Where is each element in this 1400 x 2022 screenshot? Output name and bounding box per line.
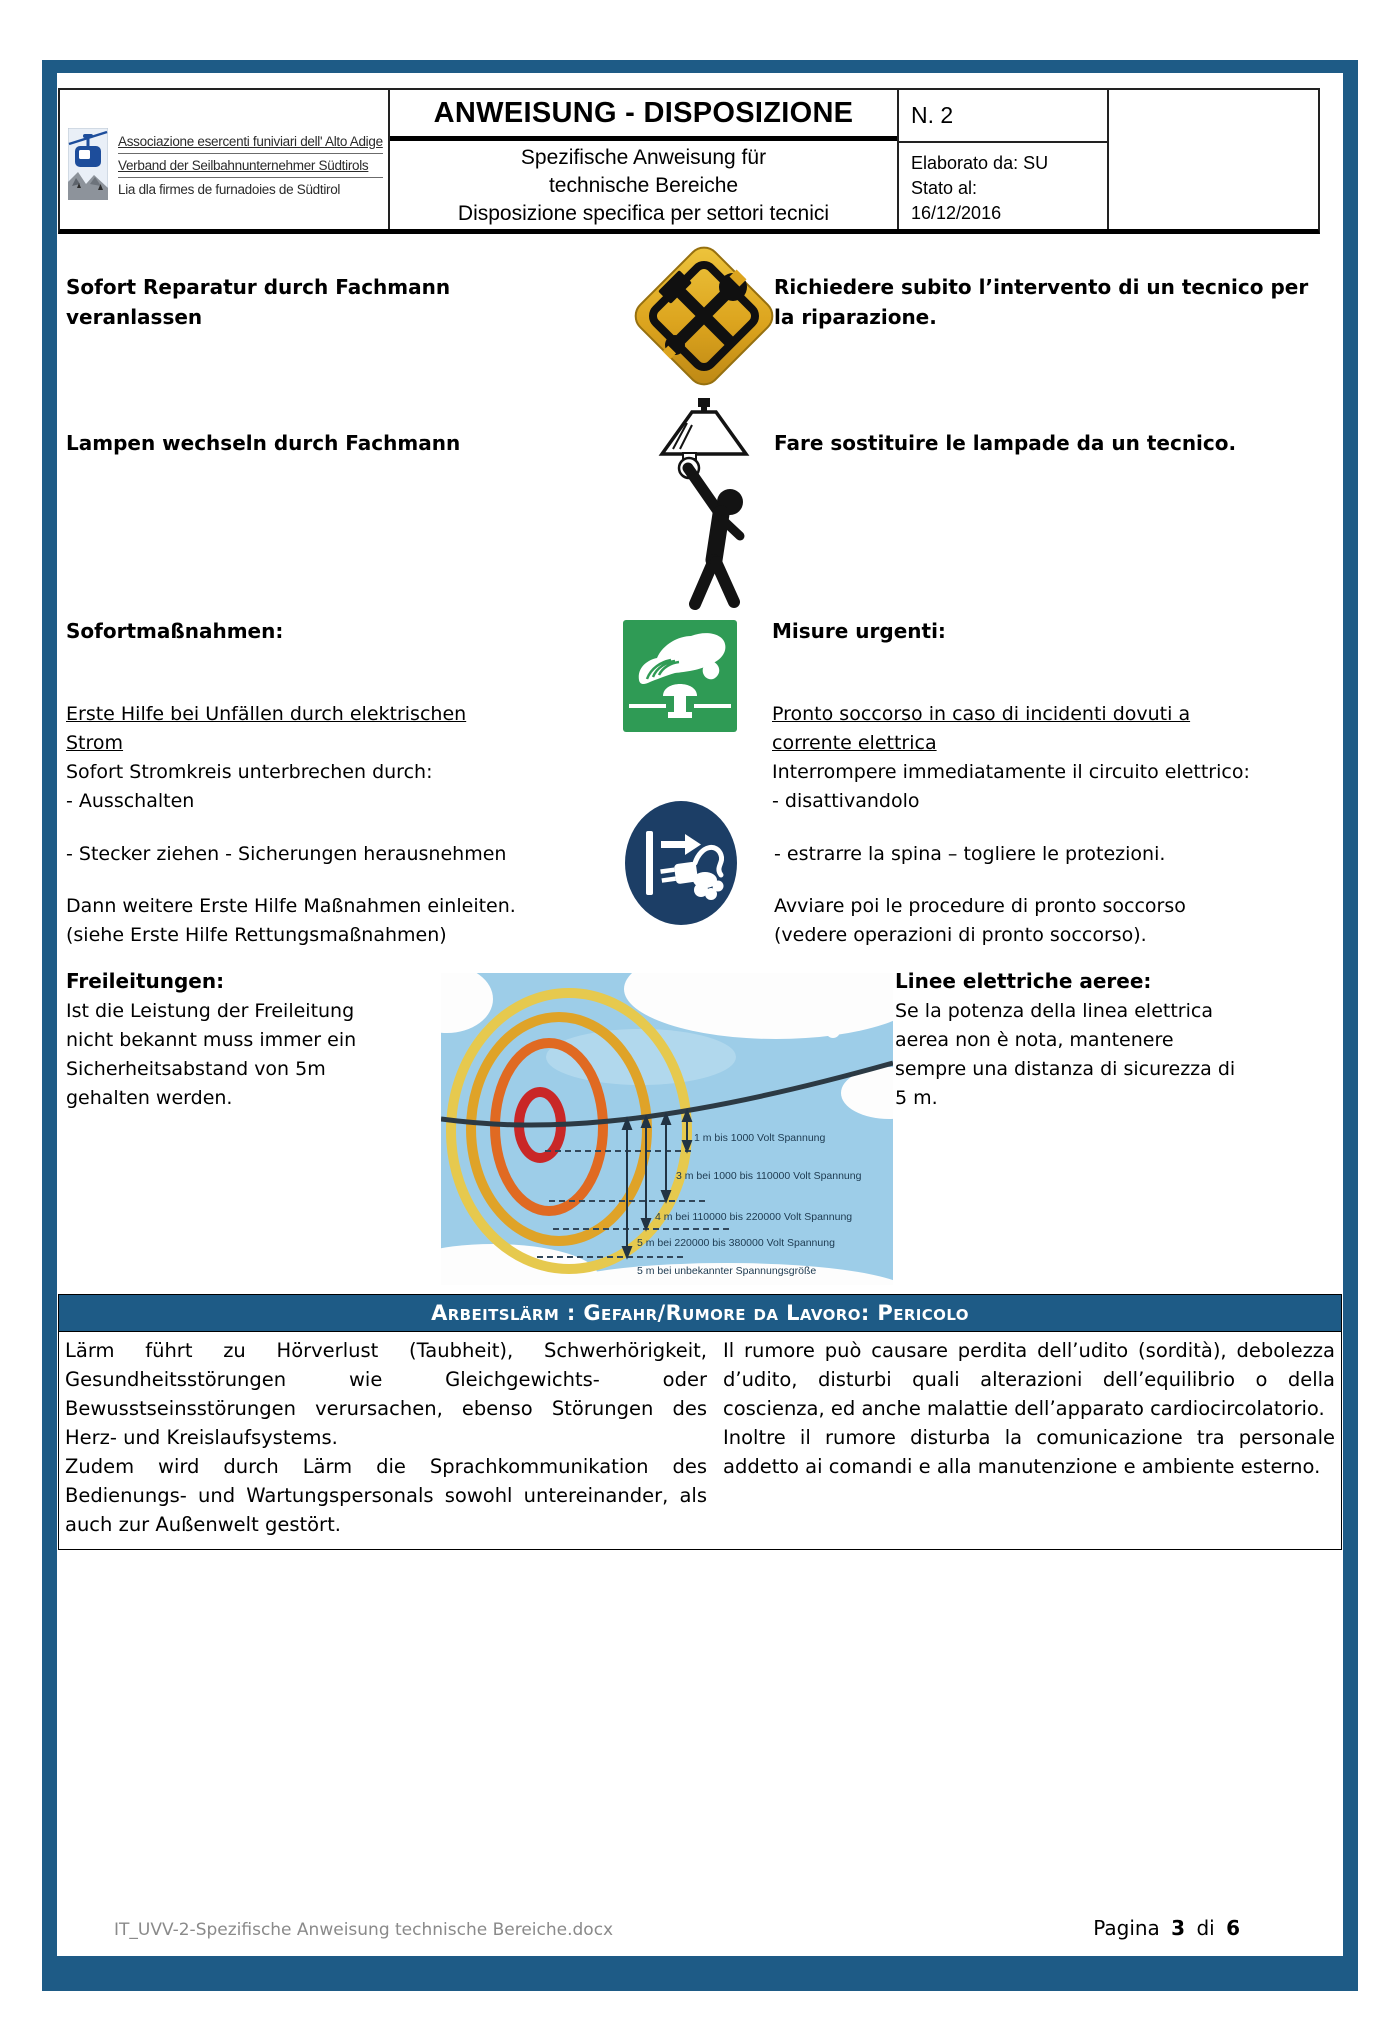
further-aid-de-line1: Dann weitere Erste Hilfe Maßnahmen einleiten. [66, 895, 516, 917]
further-aid-it-line1: Avviare poi le procedure di pronto soccorso [774, 895, 1186, 917]
subtitle-line-2: technische Bereiche [548, 174, 739, 197]
noise-text-de [65, 1336, 707, 1545]
noise-section-banner: Arbeitslärm : Gefahr/Rumore da Lavoro: Pericolo [58, 1294, 1342, 1332]
powerlines-title-it: Linee elettriche aeree: [895, 969, 1152, 993]
document-subtitle [390, 141, 897, 228]
noise-section-body [58, 1332, 1342, 1550]
further-aid-de [66, 892, 666, 950]
repair-text-it: Richiedere subito l’intervento di un tecnico per la riparazione. [774, 275, 1309, 329]
powerlines-text-it: Se la potenza della linea elettrica aerea non è nota, mantenere sempre una distanza di sicurezza di 5 m. [895, 1000, 1236, 1109]
measures-it-line1: Interrompere immediatamente il circuito elettrico: [772, 761, 1250, 783]
org-line-ladin: Lia dla firmes de furnadoies de Südtirol [118, 182, 341, 197]
measures-block-de [66, 700, 626, 816]
repair-text-de: Sofort Reparatur durch Fachmann veranlassen [66, 275, 451, 329]
page-word: Pagina [1093, 1916, 1160, 1940]
noise-text-it [723, 1336, 1335, 1545]
measures-it-line2: - disattivandolo [772, 790, 920, 812]
voltage-label-1: 1 m bis 1000 Volt Spannung [694, 1132, 826, 1144]
org-line-italian: Associazione esercenti funiviari dell' Alto Adige [118, 130, 383, 154]
first-aid-heading-de: Erste Hilfe bei Unfällen durch elektrischen Strom [66, 703, 467, 754]
voltage-label-3: 4 m bei 110000 bis 220000 Volt Spannung [655, 1211, 853, 1223]
page-frame-left [42, 60, 57, 1991]
first-aid-heading-it: Pronto soccorso in caso di incidenti dovuti a corrente elettrica [772, 703, 1191, 754]
subtitle-line-3: Disposizione specifica per settori tecnici [457, 202, 830, 225]
cable-car-logo-icon [68, 128, 108, 200]
powerlines-title-de: Freileitungen: [66, 969, 225, 993]
page-total: 6 [1226, 1916, 1240, 1940]
noise-de-paragraph-2: Zudem wird durch Lärm die Sprachkommunikation des Bedienungs- und Wartungspersonals sowohl untereinander, als auch zur Außenwelt gestört. [65, 1454, 707, 1536]
powerlines-text-de: Ist die Leistung der Freileitung nicht bekannt muss immer ein Sicherheitsabstand von 5m gehalten werden. [66, 1000, 357, 1109]
elaborated-by: Elaborato da: SU [911, 153, 1049, 173]
footer-page-indicator [960, 1916, 1240, 1940]
of-word: di [1196, 1916, 1215, 1940]
footer-filename: IT_UVV-2-Spezifische Anweisung technische Bereiche.docx [114, 1920, 614, 1940]
status-label: Stato al: [911, 178, 978, 198]
unplug-line-it: - estrarre la spina – togliere le protezioni. [774, 843, 1166, 865]
page-frame-right [1343, 60, 1358, 1991]
organization-names [118, 130, 383, 229]
lamps-text-de: Lampen wechseln durch Fachmann [66, 431, 461, 455]
logo-cell [60, 90, 388, 229]
empty-cell [1107, 90, 1322, 229]
socket-bar [646, 831, 653, 895]
status-date: 16/12/2016 [911, 203, 1002, 223]
further-aid-de-line2: (siehe Erste Hilfe Rettungsmaßnahmen) [66, 924, 447, 946]
header-table [58, 88, 1320, 234]
document-title: ANWEISUNG - DISPOSIZIONE [390, 90, 897, 141]
page-frame-top [42, 60, 1358, 73]
repair-warning-icon [620, 242, 788, 394]
lamp-change-icon [638, 396, 770, 612]
org-line-german: Verband der Seilbahnunternehmer Südtirols [118, 154, 383, 178]
measures-de-line1: Sofort Stromkreis unterbrechen durch: [66, 761, 433, 783]
page-number: 3 [1171, 1916, 1186, 1940]
powerline-clearance-image [441, 973, 893, 1285]
document-number: N. 2 [899, 90, 1107, 143]
number-cell [897, 90, 1107, 229]
page-frame-bottom [42, 1956, 1358, 1991]
further-aid-it-line2: (vedere operazioni di pronto soccorso). [774, 924, 1147, 946]
measures-de-line2: - Ausschalten [66, 790, 195, 812]
subtitle-line-1: Spezifische Anweisung für [520, 146, 767, 169]
measures-title-it: Misure urgenti: [772, 619, 946, 643]
voltage-label-5: 5 m bei unbekannter Spannungsgröße [637, 1265, 817, 1277]
measures-block-it [772, 700, 1332, 816]
person-silhouette [688, 468, 743, 604]
document-meta [899, 143, 1107, 226]
noise-it-paragraph-1: Il rumore può causare perdita dell’udito (sordità), debolezza d’udito, disturbi quali alterazioni dell’equilibrio o della coscienza, ed anche malattie dell’apparato cardiocircolatorio. [723, 1338, 1335, 1420]
noise-de-paragraph-1: Lärm führt zu Hörverlust (Taubheit), Schwerhörigkeit, Gesundheitsstörungen wie Gleichgewichts- oder Bewusstseinsstörungen verursachen, ebenso Störungen des Herz- und Kreislaufsystems. [65, 1338, 707, 1449]
title-cell [388, 90, 897, 229]
measures-title-de: Sofortmaßnahmen: [66, 619, 284, 643]
emergency-stop-icon [623, 620, 737, 732]
unplug-line-de: - Stecker ziehen - Sicherungen herausnehmen [66, 843, 507, 865]
voltage-label-4: 5 m bei 220000 bis 380000 Volt Spannung [637, 1237, 835, 1249]
noise-it-paragraph-2: Inoltre il rumore disturba la comunicazione tra personale addetto ai comandi e alla manutenzione e ambiente esterno. [723, 1425, 1335, 1478]
lamps-text-it: Fare sostituire le lampade da un tecnico. [774, 431, 1237, 455]
further-aid-it [774, 892, 1374, 950]
voltage-label-2: 3 m bei 1000 bis 110000 Volt Spannung [676, 1170, 862, 1182]
